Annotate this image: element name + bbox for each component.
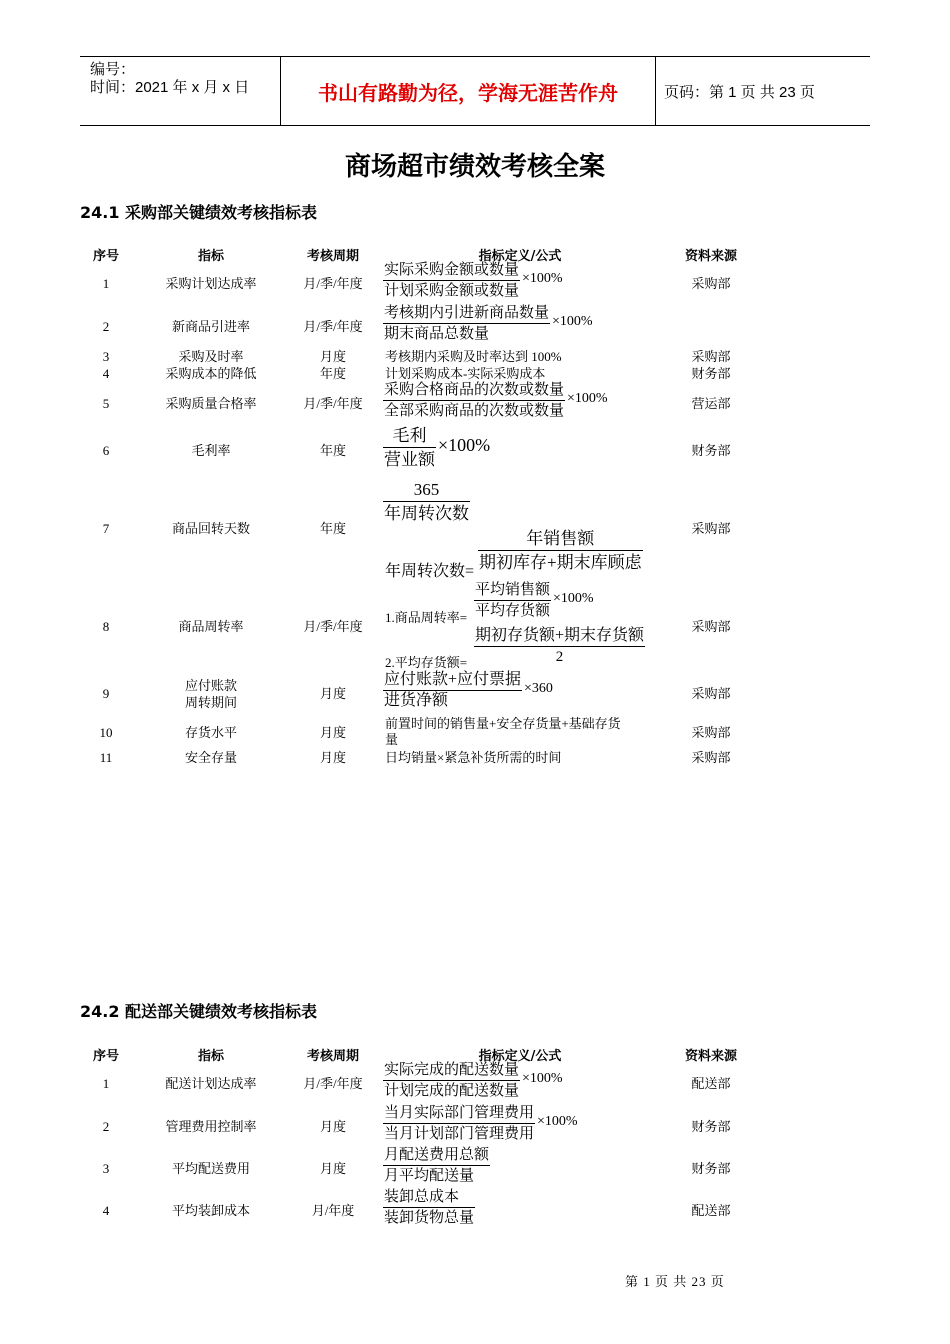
col-header-indicator: 指标 <box>197 249 225 264</box>
doc-time-label: 时间：2021 年 x 月 x 日 <box>90 79 250 96</box>
denominator: 全部采购商品的次数或数量 <box>384 403 565 419</box>
col-header-source: 资料来源 <box>684 1049 738 1064</box>
multiplier: ×100% <box>438 435 491 455</box>
row-period: 月/季/年度 <box>303 319 363 334</box>
formula-fraction <box>383 1103 578 1144</box>
row-number: 6 <box>102 443 110 458</box>
col-header-definition: 指标定义/公式 <box>478 1049 562 1064</box>
row-period: 月度 <box>319 686 347 701</box>
row-indicator: 商品回转天数 <box>171 521 251 536</box>
numerator: 平均销售额 <box>474 580 551 601</box>
row-number: 10 <box>99 725 113 740</box>
sub-formula-label: 年周转次数= <box>385 563 475 580</box>
row-indicator: 采购质量合格率 <box>165 396 257 411</box>
row-number: 11 <box>99 750 113 765</box>
row-definition: 日均销量×紧急补货所需的时间 <box>385 750 562 765</box>
numerator: 装卸总成本 <box>383 1187 475 1208</box>
row-indicator: 存货水平 <box>184 725 238 740</box>
page-footer: 第 1 页 共 23 页 <box>625 1274 725 1289</box>
row-source: 营运部 <box>691 396 731 411</box>
numerator: 考核期内引进新商品数量 <box>383 303 550 324</box>
multiplier: ×360 <box>524 680 553 696</box>
row-source: 采购部 <box>691 276 731 291</box>
row-period: 年度 <box>319 443 347 458</box>
row-source: 财务部 <box>691 1161 731 1176</box>
formula-fraction <box>474 626 645 667</box>
row-number: 4 <box>102 1203 110 1218</box>
denominator: 营业额 <box>384 450 435 469</box>
row-period: 月度 <box>319 349 347 364</box>
formula-fraction <box>383 1187 475 1228</box>
header-page-number: 页码：第 1 页 共 23 页 <box>664 83 815 101</box>
formula-label: 2.平均存货额= <box>385 655 468 670</box>
denominator: 计划采购金额或数量 <box>384 283 520 299</box>
row-definition-line: 前置时间的销售量+安全存货量+基础存货 <box>385 716 621 731</box>
row-indicator: 毛利率 <box>191 443 231 458</box>
section-title-distribution: 24.2 配送部关键绩效考核指标表 <box>80 1002 318 1021</box>
row-indicator-line: 应付账款 <box>184 678 238 693</box>
numerator: 365 <box>383 478 470 502</box>
formula-fraction <box>383 670 553 711</box>
formula-fraction <box>383 1145 490 1186</box>
row-source: 采购部 <box>691 349 731 364</box>
denominator: 期末商品总数量 <box>384 326 490 342</box>
row-indicator: 安全存量 <box>184 750 238 765</box>
multiplier: ×100% <box>552 313 593 329</box>
row-source: 采购部 <box>691 619 731 634</box>
row-number: 4 <box>102 366 110 381</box>
formula-label: 1.商品周转率= <box>385 610 468 625</box>
row-definition: 计划采购成本-实际采购成本 <box>385 366 546 381</box>
row-period: 年度 <box>319 366 347 381</box>
numerator: 应付账款+应付票据 <box>383 670 522 691</box>
denominator: 期初库存+期末库顾虑 <box>479 553 642 572</box>
header-meta <box>80 57 280 125</box>
row-indicator <box>185 677 237 711</box>
row-period: 月/季/年度 <box>303 396 363 411</box>
denominator: 当月计划部门管理费用 <box>384 1126 535 1142</box>
formula-fraction <box>383 303 593 344</box>
formula-fraction <box>383 380 608 421</box>
row-source: 配送部 <box>691 1203 731 1218</box>
row-period: 月/季/年度 <box>303 276 363 291</box>
numerator: 期初存货额+期末存货额 <box>474 626 645 647</box>
row-source: 财务部 <box>691 366 731 381</box>
row-indicator: 采购及时率 <box>178 349 244 364</box>
row-indicator: 商品周转率 <box>178 619 244 634</box>
row-number: 2 <box>102 319 110 334</box>
numerator: 毛利 <box>383 424 436 448</box>
numerator: 年销售额 <box>478 527 643 551</box>
col-header-period: 考核周期 <box>306 1049 360 1064</box>
row-number: 8 <box>102 619 110 634</box>
page-header <box>80 56 870 126</box>
row-source: 财务部 <box>691 1119 731 1134</box>
col-header-definition: 指标定义/公式 <box>478 249 562 264</box>
row-number: 3 <box>102 349 110 364</box>
row-period: 年度 <box>319 521 347 536</box>
row-period: 月/季/年度 <box>303 619 363 634</box>
row-indicator: 采购计划达成率 <box>165 276 257 291</box>
multiplier: ×100% <box>567 390 608 406</box>
row-definition-line: 量 <box>385 732 399 747</box>
row-period: 月度 <box>319 1161 347 1176</box>
formula-fraction <box>474 580 594 621</box>
denominator: 年周转次数 <box>384 504 469 523</box>
row-source: 采购部 <box>691 725 731 740</box>
row-source: 采购部 <box>691 521 731 536</box>
row-period: 月度 <box>319 725 347 740</box>
row-indicator: 管理费用控制率 <box>165 1119 257 1134</box>
col-header-no: 序号 <box>92 249 120 264</box>
multiplier: ×100% <box>553 590 594 606</box>
col-header-no: 序号 <box>92 1049 120 1064</box>
row-period: 月/年度 <box>311 1203 355 1218</box>
sub-formula-fraction <box>478 527 643 574</box>
numerator: 实际采购金额或数量 <box>383 260 520 281</box>
row-source: 配送部 <box>691 1076 731 1091</box>
formula-fraction <box>383 424 490 471</box>
row-number: 7 <box>102 521 110 536</box>
row-indicator: 配送计划达成率 <box>165 1076 257 1091</box>
row-number: 5 <box>102 396 110 411</box>
row-indicator-line: 周转期间 <box>184 695 238 710</box>
row-definition: 考核期内采购及时率达到 100% <box>385 349 562 364</box>
row-number: 3 <box>102 1161 110 1176</box>
denominator: 月平均配送量 <box>384 1168 475 1184</box>
denominator: 进货净额 <box>384 692 449 709</box>
row-source: 采购部 <box>691 750 731 765</box>
numerator: 采购合格商品的次数或数量 <box>383 380 565 401</box>
row-indicator: 采购成本的降低 <box>165 366 257 381</box>
numerator: 实际完成的配送数量 <box>383 1060 520 1081</box>
numerator: 月配送费用总额 <box>383 1145 490 1166</box>
document-title: 商场超市绩效考核全案 <box>344 152 605 182</box>
denominator: 装卸货物总量 <box>384 1210 475 1226</box>
numerator: 当月实际部门管理费用 <box>383 1103 535 1124</box>
row-number: 2 <box>102 1119 110 1134</box>
row-source: 采购部 <box>691 686 731 701</box>
row-period: 月/季/年度 <box>303 1076 363 1091</box>
row-number: 1 <box>102 1076 110 1091</box>
header-motto: 书山有路勤为径，学海无涯苦作舟 <box>280 57 656 125</box>
denominator: 平均存货额 <box>475 603 551 619</box>
multiplier: ×100% <box>537 1113 578 1129</box>
denominator: 计划完成的配送数量 <box>384 1083 520 1099</box>
section-title-purchasing: 24.1 采购部关键绩效考核指标表 <box>80 203 318 222</box>
col-header-source: 资料来源 <box>684 249 738 264</box>
multiplier: ×100% <box>522 270 563 286</box>
row-number: 1 <box>102 276 110 291</box>
formula-fraction <box>383 1060 563 1101</box>
formula-fraction <box>383 260 563 301</box>
row-indicator: 新商品引进率 <box>171 319 251 334</box>
col-header-indicator: 指标 <box>197 1049 225 1064</box>
denominator: 2 <box>555 649 564 665</box>
row-indicator: 平均装卸成本 <box>171 1203 251 1218</box>
row-source: 财务部 <box>691 443 731 458</box>
row-number: 9 <box>102 686 110 701</box>
row-indicator: 平均配送费用 <box>171 1161 251 1176</box>
col-header-period: 考核周期 <box>306 249 360 264</box>
formula-fraction <box>383 478 470 525</box>
multiplier: ×100% <box>522 1070 563 1086</box>
row-definition <box>385 716 621 748</box>
row-period: 月度 <box>319 1119 347 1134</box>
row-period: 月度 <box>319 750 347 765</box>
doc-number-label: 编号： <box>90 61 136 78</box>
